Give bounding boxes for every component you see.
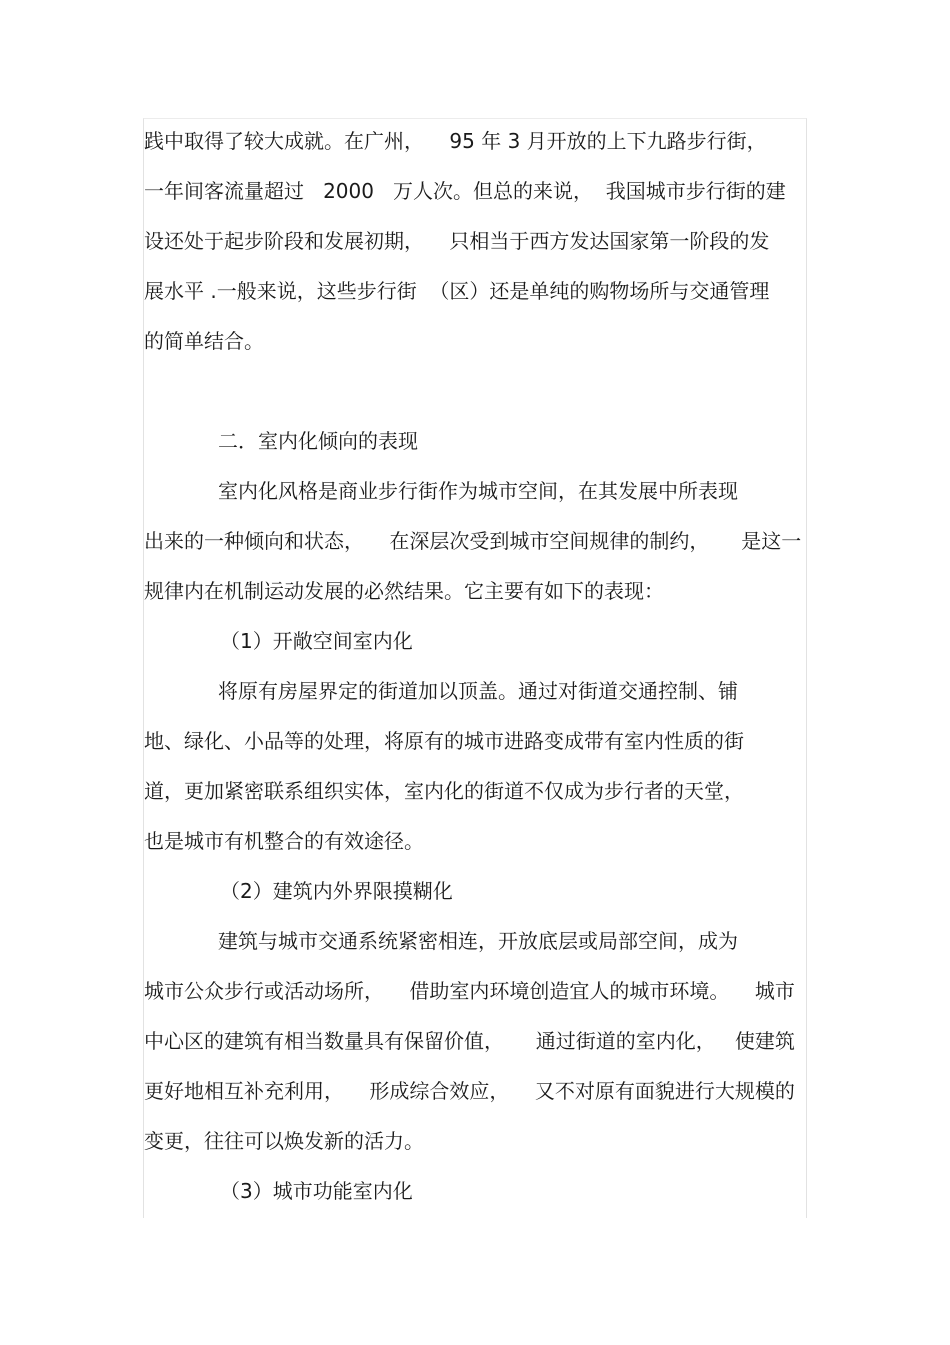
text-line: 也是城市有机整合的有效途径。 bbox=[144, 829, 424, 853]
text-line: 践中取得了较大成就。在广州， 95 年 3 月开放的上下九路步行街， bbox=[144, 129, 767, 153]
text-line: 地、绿化、小品等的处理，将原有的城市进路变成带有室内性质的街 bbox=[144, 729, 744, 753]
text-line: 变更，往往可以焕发新的活力。 bbox=[144, 1129, 424, 1153]
text-line: 建筑与城市交通系统紧密相连，开放底层或局部空间，成为 bbox=[218, 929, 738, 953]
text-line: 将原有房屋界定的街道加以顶盖。通过对街道交通控制、铺 bbox=[218, 679, 738, 703]
item-heading: （1）开敞空间室内化 bbox=[220, 629, 413, 653]
text-line: 设还处于起步阶段和发展初期， 只相当于西方发达国家第一阶段的发 bbox=[144, 229, 770, 253]
text-line: 中心区的建筑有相当数量具有保留价值， 通过街道的室内化， 使建筑 bbox=[144, 1029, 795, 1053]
text-line: 室内化风格是商业步行街作为城市空间，在其发展中所表现 bbox=[218, 479, 738, 503]
text-line: 城市公众步行或活动场所， 借助室内环境创造宜人的城市环境。 城市 bbox=[144, 979, 795, 1003]
text-line: 道，更加紧密联系组织实体，室内化的街道不仅成为步行者的天堂， bbox=[144, 779, 744, 803]
text-line: 的简单结合。 bbox=[144, 329, 264, 353]
text-line: 规律内在机制运动发展的必然结果。它主要有如下的表现： bbox=[144, 579, 664, 603]
item-heading: （3）城市功能室内化 bbox=[220, 1179, 413, 1203]
item-heading: （2）建筑内外界限摸糊化 bbox=[220, 879, 453, 903]
text-line: 展水平 .一般来说，这些步行街 （区）还是单纯的购物场所与交通管理 bbox=[144, 279, 770, 303]
text-line: 更好地相互补充利用， 形成综合效应， 又不对原有面貌进行大规模的 bbox=[144, 1079, 795, 1103]
text-line: 出来的一种倾向和状态， 在深层次受到城市空间规律的制约， 是这一 bbox=[144, 529, 802, 553]
section-heading: 二．室内化倾向的表现 bbox=[218, 429, 418, 453]
text-line: 一年间客流量超过 2000 万人次。但总的来说， 我国城市步行街的建 bbox=[144, 179, 786, 203]
